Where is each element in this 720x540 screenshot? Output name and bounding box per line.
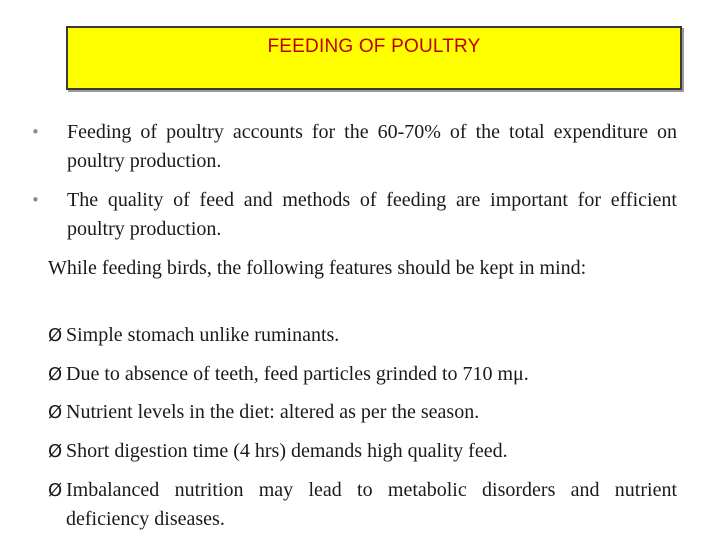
slide-title: FEEDING OF POULTRY [267, 36, 481, 57]
feature-item [48, 398, 677, 427]
bullet-item [31, 118, 677, 176]
arrow-bullet-icon: Ø [48, 402, 63, 423]
title-banner [66, 26, 682, 90]
bullet-icon: • [31, 191, 40, 209]
feature-text: Due to absence of teeth, feed particles grinded to 710 mμ. [66, 363, 529, 385]
feature-text: Short digestion time (4 hrs) demands high quality feed. [66, 440, 508, 462]
arrow-bullet-icon: Ø [48, 441, 63, 462]
feature-item [48, 321, 677, 350]
feature-item [48, 476, 677, 534]
bullet-item [31, 186, 677, 244]
bullet-text: The quality of feed and methods of feeding are important for efficient poultry production. [67, 189, 677, 240]
feature-text: Imbalanced nutrition may lead to metabolic disorders and nutrient deficiency diseases. [66, 479, 677, 530]
arrow-bullet-icon: Ø [48, 325, 63, 346]
feature-text: Simple stomach unlike ruminants. [66, 324, 340, 346]
arrow-bullet-icon: Ø [48, 480, 63, 501]
feature-item [48, 437, 677, 466]
bullet-text: Feeding of poultry accounts for the 60-70% of the total expenditure on poultry production. [67, 121, 677, 172]
arrow-bullet-icon: Ø [48, 364, 63, 385]
feature-item [48, 360, 677, 389]
feature-text: Nutrient levels in the diet: altered as per the season. [66, 401, 480, 423]
bullet-icon: • [31, 123, 40, 141]
intro-paragraph: While feeding birds, the following features should be kept in mind: [48, 257, 587, 279]
